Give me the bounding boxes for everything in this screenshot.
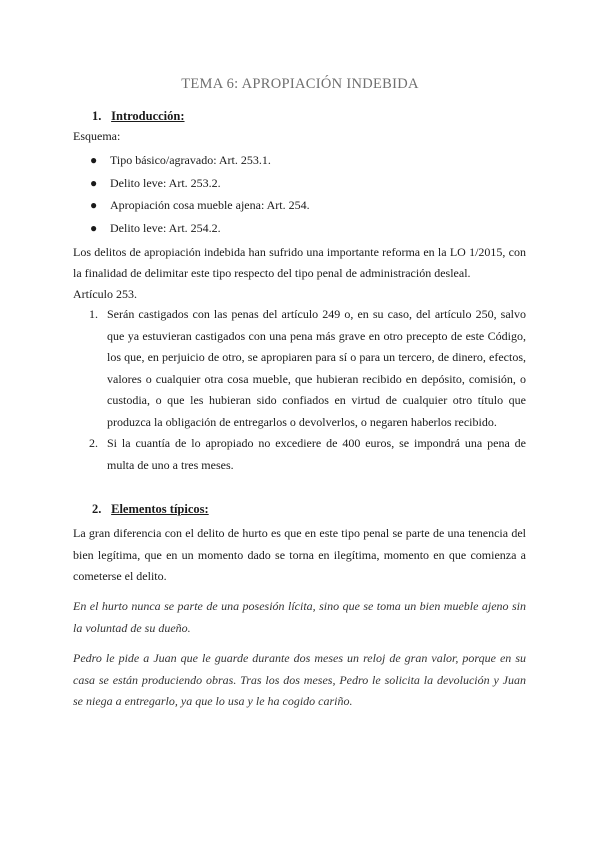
bullet-icon: ● xyxy=(90,198,98,213)
section-1-number: 1. xyxy=(92,109,102,123)
article-item-list xyxy=(73,304,526,476)
section-1-title: Introducción: xyxy=(111,109,185,123)
article-item-1: 1. Serán castigados con las penas del artículo 249 o, en su caso, del artículo 250, salvo que ya estuvieran castigados con una pena más grave en otro precepto de este Código, los que, en perjuicio de otro, se apropiaren para sí o para un tercero, de dinero, efectos, valores o cualquier otra cosa mueble, que hubieran recibido en depósito, comisión, o custodia, o que les hubieran sido confiados en virtud de cualquier otro título que produzca la obligación de entregarlos o devolverlos, o negaren haberlos recibido. xyxy=(89,307,526,429)
list-item: ● Delito leve: Art. 254.2. xyxy=(90,217,310,240)
bullet-icon: ● xyxy=(90,153,98,167)
elements-paragraph: La gran diferencia con el delito de hurto es que en este tipo penal se parte de una tenencia del bien legítima, que en un momento dado se torna en ilegítima, momento en que comienza a cometerse el delito. xyxy=(73,526,526,583)
article-item-2: 2. Si la cuantía de lo apropiado no excediere de 400 euros, se impondrá una pena de multa de uno a tres meses. xyxy=(89,436,526,472)
bullet-icon: ● xyxy=(90,221,98,236)
italic-example: Pedro le pide a Juan que le guarde durante dos meses un reloj de gran valor, porque en su casa se están produciendo obras. Tras los dos meses, Pedro le solicita la devolución y Juan se niega a entregarlo, ya que lo usa y le ha cogido cariño. xyxy=(73,651,526,708)
bullet-icon: ● xyxy=(90,175,98,190)
list-item: ● Apropiación cosa mueble ajena: Art. 254. xyxy=(90,194,310,217)
section-2-heading xyxy=(92,502,209,517)
section-2-title: Elementos típicos: xyxy=(111,502,209,516)
list-item: ● Delito leve: Art. 253.2. xyxy=(90,172,310,195)
section-1-heading xyxy=(92,109,185,124)
intro-paragraph: Los delitos de apropiación indebida han sufrido una importante reforma en la LO 1/2015, con la finalidad de delimitar este tipo respecto del tipo penal de administración desleal. xyxy=(73,245,526,280)
schema-label: Esquema: xyxy=(73,129,121,143)
italic-note-theft: En el hurto nunca se parte de una posesión lícita, sino que se toma un bien mueble ajeno sin la voluntad de su dueño. xyxy=(73,599,526,635)
article-label: Artículo 253. xyxy=(73,287,137,301)
section-2-number: 2. xyxy=(92,502,102,516)
list-item: ● Tipo básico/agravado: Art. 253.1. xyxy=(90,149,310,172)
document-title: TEMA 6: APROPIACIÓN INDEBIDA xyxy=(181,76,419,92)
schema-bullet-list xyxy=(90,149,310,240)
